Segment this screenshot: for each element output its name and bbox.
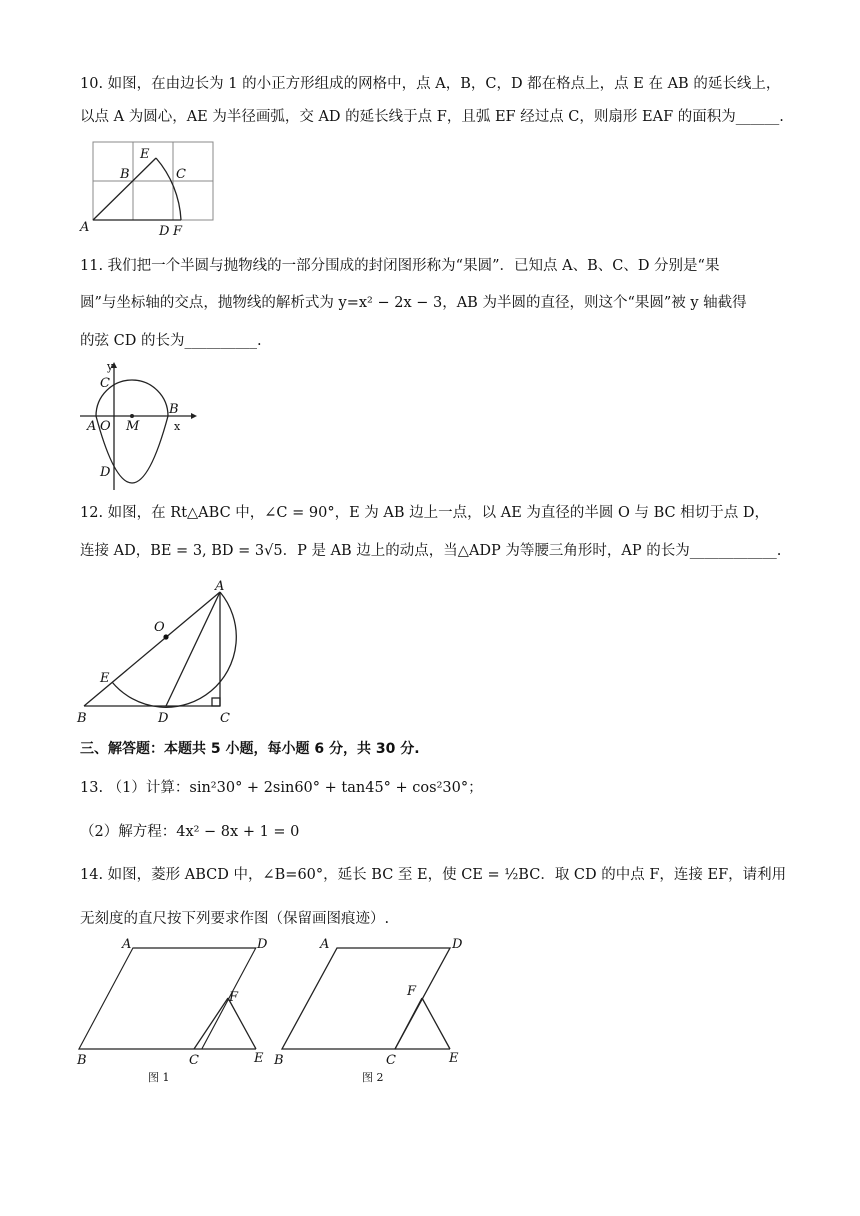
q13-part1: 13. （1）计算：sin²30° + 2sin60° + tan45° + cos²30°； — [80, 780, 483, 796]
q12-label-c: C — [220, 711, 230, 726]
q12-text-line2: 连接 AD，BE = 3, BD = 3√5．P 是 AB 边上的动点，当△ADP 为等腰三角形时，AP 的长为____________. — [80, 543, 782, 559]
q12-label-a: A — [215, 579, 225, 594]
q11-text-line3: 的弦 CD 的长为__________. — [80, 333, 262, 349]
q14-fig1-label-c: C — [189, 1053, 199, 1068]
q11-label-d: D — [100, 465, 111, 480]
q14-rhombus-figure-2 — [272, 936, 472, 1086]
q11-label-x: x — [174, 420, 181, 433]
q10-text-line2: 以点 A 为圆心，AE 为半径画弧，交 AD 的延长线于点 F，且弧 EF 经过点 C，则扇形 EAF 的面积为______. — [80, 109, 784, 125]
q14-fig1-label-b: B — [77, 1053, 87, 1068]
q10-label-e: E — [140, 147, 150, 162]
q12-label-o: O — [154, 620, 165, 635]
q10-label-b: B — [120, 167, 130, 182]
q11-label-c: C — [100, 376, 110, 391]
q12-label-e: E — [100, 671, 110, 686]
q14-fig1-label-a: A — [122, 937, 132, 952]
q14-text-line2: 无刻度的直尺按下列要求作图（保留画图痕迹）. — [80, 911, 390, 927]
q14-fig1-label-d: D — [257, 937, 268, 952]
q14-fig2-label-b: B — [274, 1053, 284, 1068]
q12-label-d: D — [158, 711, 169, 726]
q14-fig2-label-e: E — [449, 1051, 459, 1066]
q10-text-line1: 10. 如图，在由边长为 1 的小正方形组成的网格中，点 A，B，C，D 都在格点上，点 E 在 AB 的延长线上， — [80, 76, 781, 92]
q14-fig2-caption: 图 2 — [362, 1071, 384, 1084]
q14-rhombus-figure-1 — [74, 936, 274, 1086]
q11-fruit-circle-figure — [76, 360, 196, 495]
q11-label-m: M — [126, 419, 140, 434]
q11-label-a: A — [87, 419, 97, 434]
q10-label-a: A — [80, 220, 90, 235]
q12-label-b: B — [77, 711, 87, 726]
q10-label-c: C — [176, 167, 186, 182]
q14-fig2-label-f: F — [407, 984, 417, 999]
q14-fig1-label-e: E — [254, 1051, 264, 1066]
q10-label-d: D — [159, 224, 170, 239]
q10-label-f: F — [173, 224, 183, 239]
q11-text-line2: 圆”与坐标轴的交点，抛物线的解析式为 y=x² − 2x − 3，AB 为半圆的直径，则这个“果圆”被 y 轴截得 — [80, 295, 747, 311]
q11-label-y: y — [107, 360, 114, 373]
q11-label-b: B — [169, 402, 179, 417]
q10-grid-figure — [78, 138, 228, 238]
section-three-heading: 三、解答题：本题共 5 小题，每小题 6 分，共 30 分. — [80, 741, 420, 757]
q13-part2: （2）解方程：4x² − 8x + 1 = 0 — [80, 824, 300, 840]
q12-text-line1: 12. 如图，在 Rt△ABC 中，∠C = 90°，E 为 AB 边上一点，以 AE 为直径的半圆 O 与 BC 相切于点 D， — [80, 505, 769, 521]
q14-fig1-label-f: F — [229, 990, 239, 1005]
q14-fig2-label-c: C — [386, 1053, 396, 1068]
q14-fig2-label-d: D — [452, 937, 463, 952]
q14-fig1-caption: 图 1 — [148, 1071, 170, 1084]
q11-text-line1: 11. 我们把一个半圆与抛物线的一部分围成的封闭图形称为“果圆”．已知点 A、B、C、D 分别是“果 — [80, 258, 720, 274]
q14-fig2-label-a: A — [320, 937, 330, 952]
q11-label-o: O — [100, 419, 111, 434]
q12-triangle-semicircle-figure — [74, 574, 254, 726]
q14-text-line1: 14. 如图，菱形 ABCD 中，∠B=60°，延长 BC 至 E，使 CE = ½BC．取 CD 的中点 F，连接 EF，请利用 — [80, 867, 787, 883]
